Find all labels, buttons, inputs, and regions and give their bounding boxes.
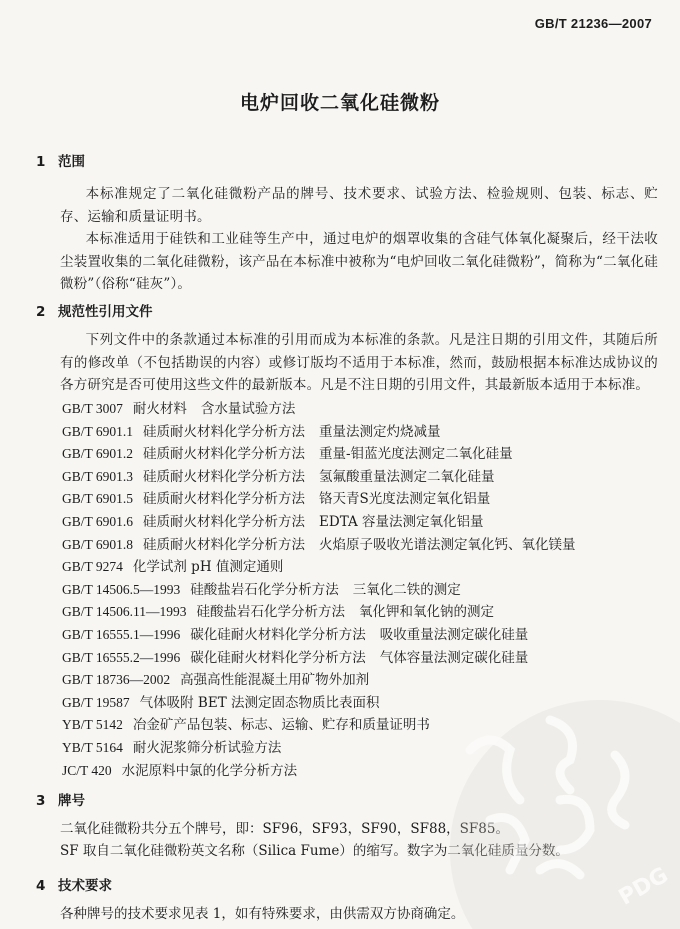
reference-subtitle: 三氧化二铁的测定	[352, 581, 461, 598]
reference-code: GB/T 16555.2—1996	[62, 649, 181, 665]
section-1-heading	[36, 150, 85, 170]
section-1-number: 1	[36, 154, 46, 170]
section-1-paragraph-2: 本标准适用于硅铁和工业硅等生产中，通过电炉的烟罩收集的含硅气体氧化凝聚后，经干法收尘装置收集的二氧化硅微粉，该产品在本标准中被称为“电炉回收二氧化硅微粉”，简称为“二氧化硅微粉”（俗称“硅灰”）。	[60, 231, 658, 292]
section-3-number: 3	[36, 793, 46, 809]
reference-code: GB/T 14506.11—1993	[62, 604, 187, 620]
reference-item	[62, 511, 576, 534]
reference-subtitle: 火焰原子吸收光谱法测定氧化钙、氧化镁量	[319, 536, 576, 553]
section-3-paragraph-2: SF 取自二氧化硅微粉英文名称（Silica Fume）的缩写。数字为二氧化硅质量分数。	[60, 843, 569, 859]
reference-code: YB/T 5142	[62, 717, 123, 733]
reference-item	[62, 534, 576, 557]
reference-subtitle: 吸收重量法测定碳化硅量	[379, 626, 529, 643]
reference-title: 硅质耐火材料化学分析方法	[143, 513, 306, 530]
reference-title: 硅酸盐岩石化学分析方法	[196, 604, 346, 621]
reference-title: 硅酸盐岩石化学分析方法	[190, 581, 339, 598]
reference-code: GB/T 6901.8	[62, 536, 134, 552]
reference-code: GB/T 6901.3	[62, 468, 134, 484]
section-4-paragraph-1: 各种牌号的技术要求见表 1，如有特殊要求，由供需双方协商确定。	[60, 906, 465, 922]
reference-title: 硅质耐火材料化学分析方法	[143, 446, 306, 463]
standard-code: GB/T 21236—2007	[534, 16, 652, 31]
reference-item	[62, 624, 576, 647]
section-3-paragraph-1: 二氧化硅微粉共分五个牌号，即：SF96，SF93，SF90，SF88，SF85。	[60, 821, 509, 837]
reference-subtitle: 含水量试验方法	[200, 401, 296, 417]
reference-code: YB/T 5164	[62, 739, 123, 755]
reference-code: GB/T 18736—2002	[62, 672, 171, 688]
reference-code: GB/T 9274	[62, 559, 123, 575]
reference-item	[62, 488, 576, 511]
reference-subtitle: 气体容量法测定碳化硅量	[379, 649, 529, 666]
reference-subtitle: 重量-钼蓝光度法测定二氧化硅量	[319, 446, 513, 463]
section-2-paragraph-1: 下列文件中的条款通过本标准的引用而成为本标准的条款。凡是注日期的引用文件，其随后所有的修改单（不包括勘误的内容）或修订版均不适用于本标准，然而，鼓励根据本标准达成协议的各方研究是否可使用这些文件的最新版本。凡是不注日期的引用文件，其最新版本适用于本标准。	[60, 332, 658, 393]
reference-code: GB/T 19587	[62, 694, 130, 710]
reference-title: 水泥原料中氯的化学分析方法	[121, 762, 298, 779]
reference-code: GB/T 6901.1	[62, 423, 134, 439]
reference-item	[62, 601, 576, 624]
section-4-heading	[36, 874, 112, 894]
section-2-title: 规范性引用文件	[58, 304, 153, 320]
reference-title: 耐火泥浆筛分析试验方法	[132, 739, 282, 756]
section-2-heading	[36, 300, 153, 320]
section-4-number: 4	[36, 878, 46, 894]
reference-code: JC/T 420	[62, 762, 112, 778]
reference-subtitle: 重量法测定灼烧减量	[319, 423, 441, 440]
reference-code: GB/T 6901.2	[62, 446, 134, 462]
reference-title: 碳化硅耐火材料化学分析方法	[190, 626, 366, 643]
reference-title: 高强高性能混凝土用矿物外加剂	[180, 672, 370, 689]
reference-code: GB/T 6901.6	[62, 513, 134, 529]
reference-title: 硅质耐火材料化学分析方法	[143, 536, 306, 553]
document-title: 电炉回收二氧化硅微粉	[239, 92, 440, 114]
reference-item	[62, 466, 576, 489]
section-3-heading	[36, 789, 85, 809]
section-2-number: 2	[36, 304, 46, 320]
reference-subtitle: 氢氟酸重量法测定二氧化硅量	[319, 468, 495, 485]
section-1-paragraph-1: 本标准规定了二氧化硅微粉产品的牌号、技术要求、试验方法、检验规则、包装、标志、贮存、运输和质量证明书。	[60, 186, 658, 225]
reference-subtitle: EDTA 容量法测定氧化铝量	[319, 513, 484, 530]
reference-subtitle: 氧化钾和氧化钠的测定	[359, 604, 495, 621]
reference-title: 碳化硅耐火材料化学分析方法	[190, 649, 366, 666]
section-3-title: 牌号	[58, 793, 85, 809]
reference-item	[62, 421, 576, 444]
library-seal-watermark	[430, 680, 680, 929]
reference-code: GB/T 6901.5	[62, 491, 134, 507]
section-1-title: 范围	[58, 154, 85, 170]
reference-code: GB/T 3007	[62, 401, 123, 416]
reference-title: 硅质耐火材料化学分析方法	[143, 468, 306, 485]
watermark-text: PDG	[614, 862, 673, 911]
reference-title: 硅质耐火材料化学分析方法	[143, 491, 306, 508]
reference-item	[62, 398, 576, 421]
reference-code: GB/T 16555.1—1996	[62, 626, 181, 642]
reference-item	[62, 579, 576, 602]
reference-code: GB/T 14506.5—1993	[62, 581, 181, 597]
reference-title: 气体吸附 BET 法测定固态物质比表面积	[139, 694, 380, 711]
reference-item	[62, 647, 576, 670]
reference-subtitle: 铬天青S光度法测定氧化铝量	[319, 491, 491, 508]
reference-title: 化学试剂 pH 值测定通则	[132, 559, 284, 576]
reference-title: 冶金矿产品包装、标志、运输、贮存和质量证明书	[132, 717, 430, 734]
reference-item	[62, 556, 576, 579]
reference-item	[62, 443, 576, 466]
reference-title: 耐火材料	[132, 401, 187, 417]
reference-title: 硅质耐火材料化学分析方法	[143, 423, 306, 440]
section-4-title: 技术要求	[58, 878, 112, 894]
